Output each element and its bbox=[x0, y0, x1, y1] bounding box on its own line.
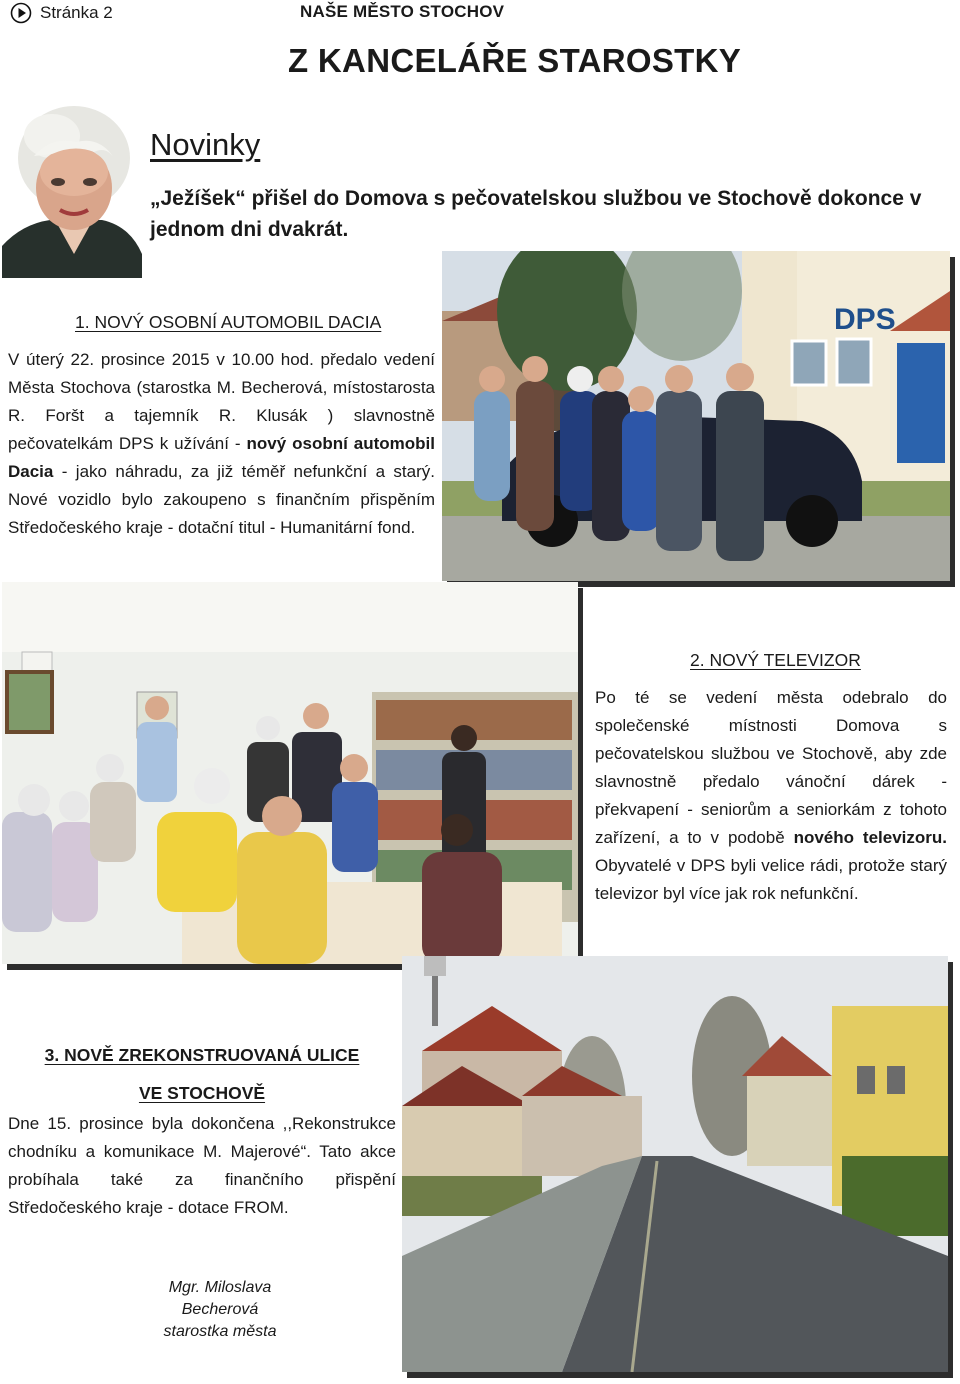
item3-text: Dne 15. prosince byla dokončena ,,Rekonstrukce chodníku a komunikace M. Majerové“. Tato akce probíhala také za finančního přispění Středočeského kraje - dotace FROM. bbox=[8, 1114, 396, 1217]
signature-role: starostka města bbox=[163, 1323, 277, 1340]
photo-reconstructed-street bbox=[402, 956, 948, 1372]
play-icon[interactable] bbox=[10, 2, 32, 24]
lead-text: „Ježíšek“ přišel do Domova s pečovatelskou službou ve Stochově dokonce v jednom dni dvakrát. bbox=[150, 187, 922, 241]
item1-heading: 1. NOVÝ OSOBNÍ AUTOMOBIL DACIA bbox=[75, 312, 382, 332]
item3-heading-line2: VE STOCHOVĚ bbox=[138, 1083, 266, 1103]
running-head: NAŠE MĚSTO STOCHOV bbox=[300, 2, 505, 21]
signature bbox=[130, 1277, 310, 1343]
page-label: Stránka 2 bbox=[40, 3, 113, 22]
item3-heading bbox=[8, 1036, 396, 1112]
item2-text: Po té se vedení města odebralo do společenské místnosti Domova s pečovatelskou službou ve Stochově, aby zde slavnostně předalo vánoční dárek - překvapení - seniorům a seniorkám z tohoto zařízení, a to v podobě nového televizoru. Obyvatelé v DPS byli velice rádi, protože starý televizor byl více jak rok nefunkční. bbox=[595, 688, 948, 903]
section-heading: Novinky bbox=[150, 127, 261, 162]
item1-text: V úterý 22. prosince 2015 v 10.00 hod. předalo vedení Města Stochova (starostka M. Becherová, místostarosta R. Foršt a tajemník R. Klusák ) slavnostně pečovatelkám DPS k užívání - nový osobní automobil Dacia - jako náhradu, za již téměř nefunkční a starý. Nové vozidlo bylo zakoupeno s finančním přispěním Středočeského kraje - dotační titul - Humanitární fond. bbox=[8, 350, 435, 537]
item2-heading: 2. NOVÝ TELEVIZOR bbox=[690, 650, 861, 670]
mayor-portrait bbox=[2, 96, 148, 278]
page-navigation[interactable] bbox=[10, 2, 113, 24]
photo-dps-car-handover bbox=[442, 251, 950, 581]
dps-sign: DPS bbox=[834, 303, 896, 336]
item3-heading-line1: 3. NOVĚ ZREKONSTRUOVANÁ ULICE bbox=[44, 1045, 360, 1065]
signature-name: Mgr. Miloslava Becherová bbox=[168, 1279, 272, 1318]
page-title: Z KANCELÁŘE STAROSTKY bbox=[288, 42, 742, 79]
photo-common-room bbox=[2, 582, 578, 964]
